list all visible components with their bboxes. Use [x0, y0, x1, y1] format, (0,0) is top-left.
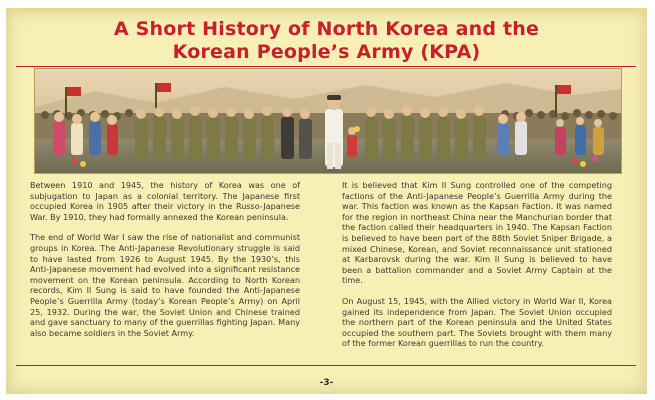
page-number: -3-	[319, 378, 334, 388]
left-text-column	[30, 180, 300, 348]
painting-illustration	[35, 69, 621, 173]
footer-divider	[16, 365, 636, 366]
title-divider	[16, 66, 636, 67]
page-title-line-2: Korean People’s Army (KPA)	[172, 41, 481, 63]
top-edge	[6, 8, 647, 12]
page-title-line-1: A Short History of North Korea and the	[113, 18, 540, 40]
propaganda-painting	[34, 68, 622, 174]
left-paragraph-2: The end of World War I saw the rise of nationalist and communist groups in Korea. The Anti-Japanese Revolutionary struggle is said to have lasted from 1926 to August 1945. By the 1930’s, this Anti-Japanese movement had evolved into a significant resistance movement on the Korean peninsula. According to North Korean records, Kim Il Sung is said to have founded the Anti-Japanese People’s Guerrilla Army (today’s Korean People’s Army) on April 25, 1932. During the war, the Soviet Union and Chinese trained and gave sanctuary to many of the guerrillas fighting Japan. Many also became soldiers in the Soviet Army.	[30, 232, 300, 338]
book-page	[6, 8, 647, 394]
right-text-column	[342, 180, 612, 359]
right-paragraph-2: On August 15, 1945, with the Allied victory in World War II, Korea gained its independence from Japan. The Soviet Union occupied the northern part of the Korean peninsula and the United States occupied the southern part. The Soviets brought with them many of the former Korean guerrillas to run the country.	[342, 295, 612, 349]
left-paragraph-1: Between 1910 and 1945, the history of Korea was one of subjugation to Japan as a colonial territory. The Japanese first occupied Korea in 1905 after their victory in the Russo-Japanese War. By 1910, they had formally annexed the Korean peninsula.	[30, 180, 300, 222]
right-paragraph-1: It is believed that Kim Il Sung controlled one of the competing factions of the Anti-Japanese People’s Guerrilla Army during the war. This faction was known as the Kapsan Faction. It was named for the region in northeast China near the Manchurian border that the faction called their headquarters in 1940. The Kapsan Faction is believed to have been part of the 88th Soviet Sniper Brigade, a mixed Chinese, Korean, and Soviet reconnaissance unit stationed at Karbarovsk during the war. Kim Il Sung is believed to have been a battalion commander and a Soviet Army Captain at the time.	[342, 180, 612, 286]
